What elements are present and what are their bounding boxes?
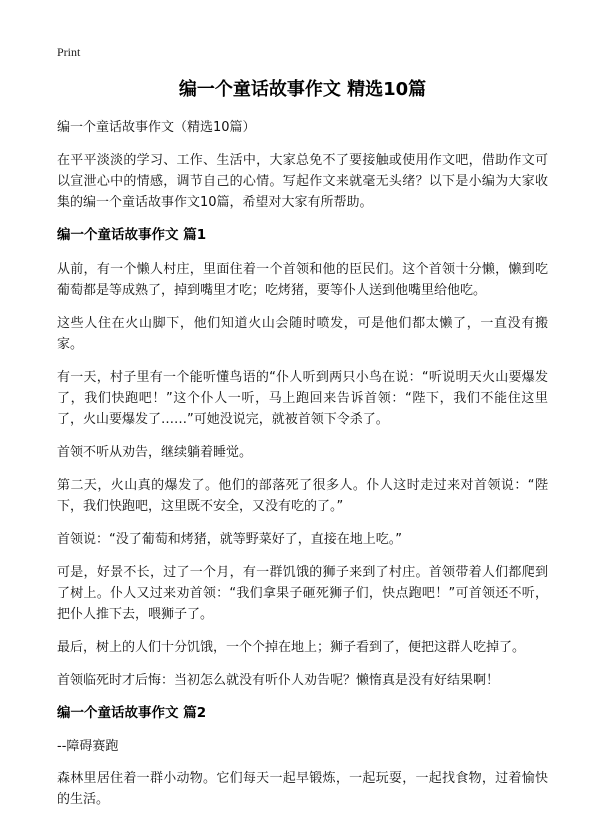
document-subtitle: 编一个童话故事作文（精选10篇） bbox=[57, 120, 256, 135]
section-heading-2: 编一个童话故事作文 篇2 bbox=[57, 705, 207, 721]
document-title: 编一个童话故事作文 精选10篇 bbox=[178, 79, 427, 100]
section1-paragraph: 有一天，村子里有一个能听懂鸟语的“仆人听到两只小鸟在说：“听说明天火山要爆发了，我们快跑吧！”这个仆人一听，马上跑回来告诉首领：“陛下，我们不能住这里了，火山要爆发了……”可她没说完，就被首领下令杀了。 bbox=[57, 370, 548, 427]
section1-paragraph: 最后，树上的人们十分饥饿，一个个掉在地上；狮子看到了，便把这群人吃掉了。 bbox=[57, 640, 526, 655]
section2-subheading: --障碍赛跑 bbox=[57, 739, 119, 754]
section-heading-1: 编一个童话故事作文 篇1 bbox=[57, 227, 207, 243]
section1-paragraph: 首领说：“没了葡萄和烤猪，就等野菜好了，直接在地上吃。” bbox=[57, 532, 402, 547]
section1-paragraph: 第二天，火山真的爆发了。他们的部落死了很多人。仆人这时走过来对首领说：“陛下，我们快跑吧，这里既不安全，又没有吃的了。” bbox=[57, 478, 548, 514]
section2-paragraph: 森林里居住着一群小动物。它们每天一起早锻炼，一起玩耍，一起找食物，过着愉快的生活。 bbox=[57, 771, 548, 807]
section1-paragraph: 首领不听从劝告，继续躺着睡觉。 bbox=[57, 445, 253, 460]
section1-paragraph: 从前，有一个懒人村庄，里面住着一个首领和他的臣民们。这个首领十分懒，懒到吃葡萄都是等成熟了，掉到嘴里才吃；吃烤猪，要等仆人送到他嘴里给他吃。 bbox=[57, 262, 548, 298]
intro-paragraph: 在平平淡淡的学习、工作、生活中，大家总免不了要接触或使用作文吧，借助作文可以宣泄心中的情感，调节自己的心情。写起作文来就毫无头绪？以下是小编为大家收集的编一个童话故事作文10篇，希望对大家有所帮助。 bbox=[57, 153, 548, 210]
section1-paragraph: 首领临死时才后悔：当初怎么就没有听仆人劝告呢？懒惰真是没有好结果啊！ bbox=[57, 673, 500, 688]
section1-paragraph: 可是，好景不长，过了一个月，有一群饥饿的狮子来到了村庄。首领带着人们都爬到了树上。仆人又过来劝首领：“我们拿果子砸死狮子们，快点跑吧！”可首领还不听，把仆人推下去，喂狮子了。 bbox=[57, 565, 548, 622]
print-label[interactable]: Print bbox=[57, 45, 81, 59]
section1-paragraph: 这些人住在火山脚下，他们知道火山会随时喷发，可是他们都太懒了，一直没有搬家。 bbox=[57, 316, 548, 352]
